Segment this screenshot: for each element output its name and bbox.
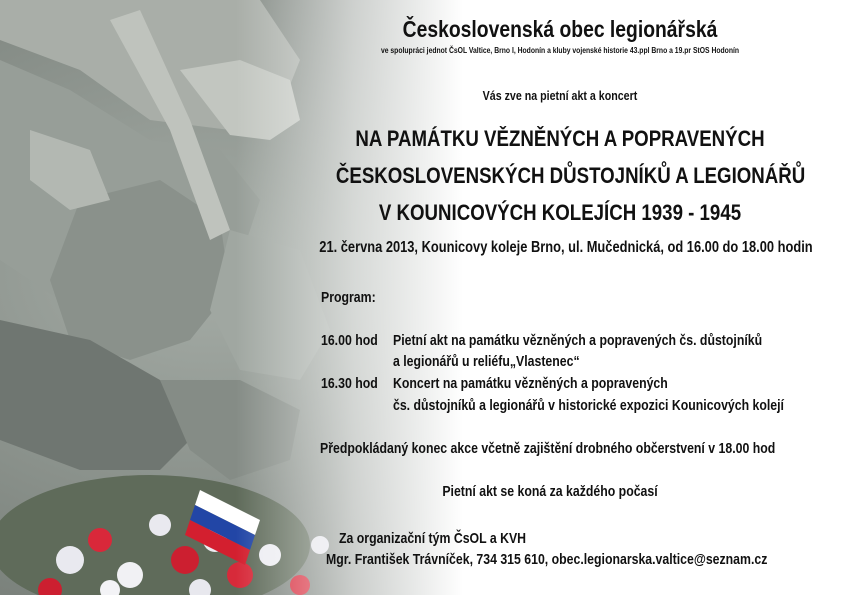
organization-name: Československá obec legionářská <box>402 16 718 42</box>
program-item-time: 16.30 hod <box>321 375 378 392</box>
program-item-description: a legionářů u reliéfu„Vlastenec“ <box>393 353 580 370</box>
program-item-description: čs. důstojníků a legionářů v historické expozici Kounicových kolejí <box>393 397 784 414</box>
event-title-line-1: NA PAMÁTKU VĚZNĚNÝCH A POPRAVENÝCH <box>355 126 765 151</box>
organization-subtitle: ve spolupráci jednot ČsOL Valtice, Brno I, Hodonín a kluby vojenské historie 43.ppl Brno a 19.pr StOS Hodonín <box>380 45 740 55</box>
end-time-note: Předpokládaný konec akce včetně zajištění drobného občerstvení v 18.00 hod <box>320 440 776 457</box>
invitation-line: Vás zve na pietní akt a koncert <box>482 88 638 103</box>
organizer-contact: Mgr. František Trávníček, 734 315 610, obec.legionarska.valtice@seznam.cz <box>326 551 768 568</box>
event-date-location: 21. června 2013, Kounicovy koleje Brno, ul. Mučednická, od 16.00 do 18.00 hodin <box>319 239 813 256</box>
organizer-team: Za organizační tým ČsOL a KVH <box>339 530 527 547</box>
weather-note: Pietní akt se koná za každého počasí <box>442 483 658 500</box>
event-title-line-2: ČESKOSLOVENSKÝCH DŮSTOJNÍKŮ A LEGIONÁŘŮ <box>335 163 806 188</box>
event-title-line-3: V KOUNICOVÝCH KOLEJÍCH 1939 - 1945 <box>378 200 742 225</box>
program-item-description: Koncert na památku vězněných a popravených <box>393 375 668 392</box>
program-item-time: 16.00 hod <box>321 332 378 349</box>
program-label: Program: <box>321 289 376 306</box>
program-item-description: Pietní akt na památku vězněných a popravených čs. důstojníků <box>393 332 763 349</box>
